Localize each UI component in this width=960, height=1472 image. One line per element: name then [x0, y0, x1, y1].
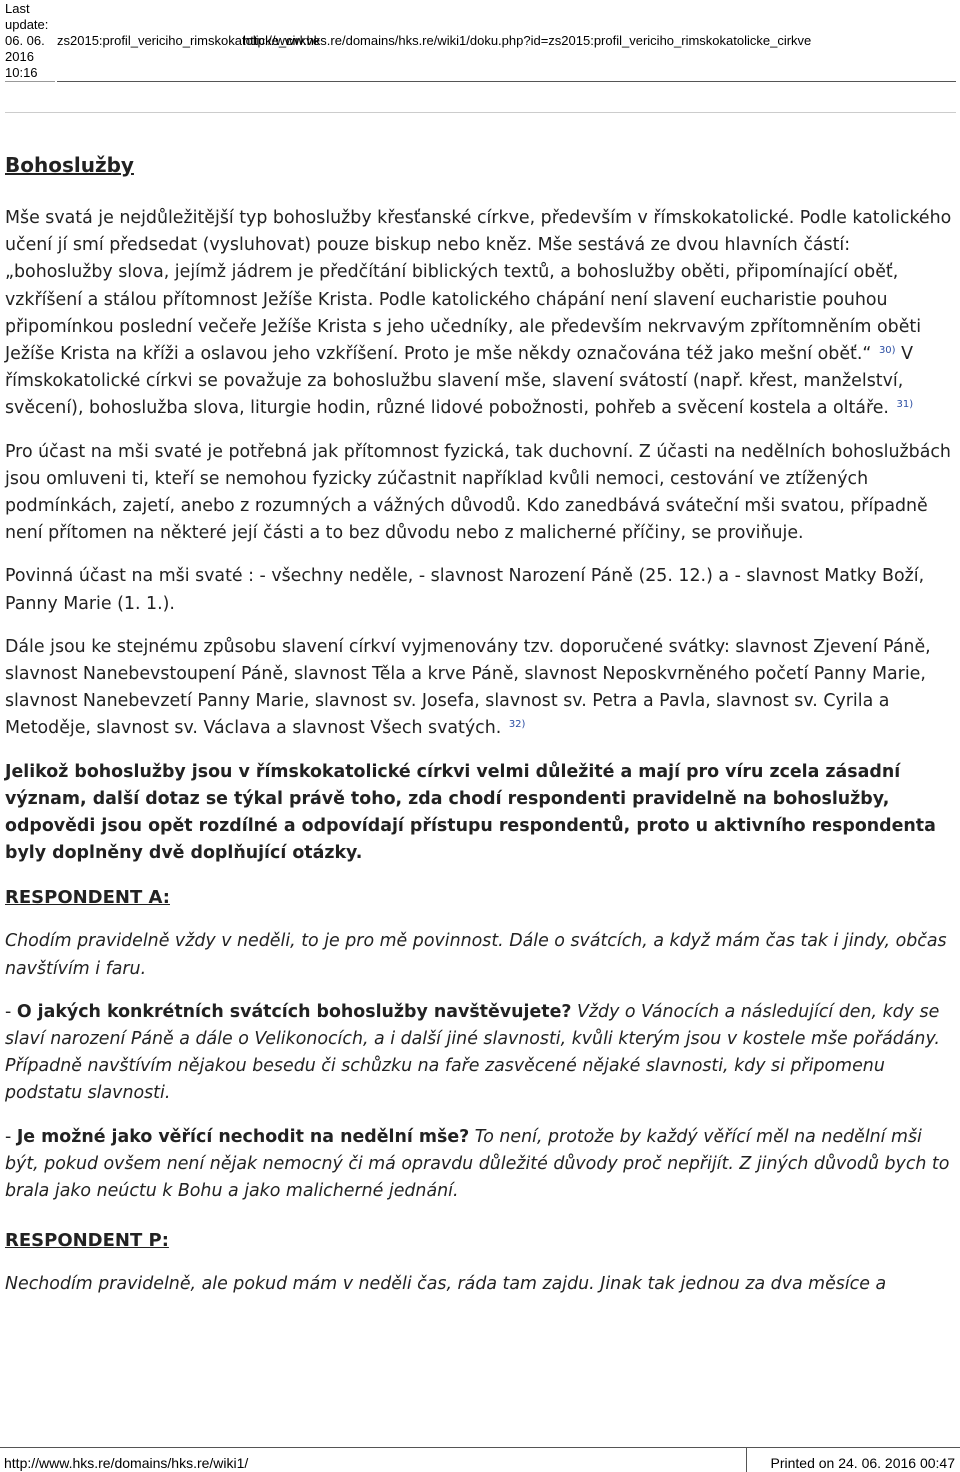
respondent-a-answer-1-text: Chodím pravidelně vždy v neděli, to je pro mě povinnost. Dále o svátcích, a když mám čas tak i jindy, občas navštívím i faru. [5, 931, 947, 979]
footer-rule [0, 1447, 960, 1448]
last-update [5, 1, 57, 81]
respondent-a-qa-2 [5, 999, 955, 1108]
last-update-label: Last update: [5, 1, 49, 32]
respondent-a-heading: RESPONDENT A: [5, 887, 170, 909]
paragraph-obligatory: Povinná účast na mši svaté : - všechny neděle, - slavnost Narození Páně (25. 12.) a - slavnost Matky Boží, Panny Marie (1. 1.). [5, 566, 925, 614]
respondent-a-answer-2: Vždy o Vánocích a následující den, kdy se slaví narození Páně a dále o Velikonocích, a i další jiné slavnosti, kvůli kterým jsou v kostele mše pořádány. Případně navštívím nějakou besedu či schůzku na faře zasvěcené nějaké slavnosti, kdy si připomenu podstatu slavnosti. [5, 1001, 940, 1104]
page-id: zs2015:profil_vericiho_rimskokatolicke_cirkve [57, 33, 320, 48]
footer-url[interactable]: http://www.hks.re/domains/hks.re/wiki1/ [4, 1455, 249, 1471]
respondent-a-question-3: Je možné jako věřící nechodit na nedělní mše? [16, 1126, 470, 1147]
last-update-date: 06. 06. 2016 [5, 33, 45, 64]
content-top-rule [5, 112, 956, 113]
respondent-a-qa-3 [5, 1124, 955, 1206]
paragraph-recommended [5, 634, 955, 743]
paragraph-question-intro [5, 759, 955, 868]
page-url[interactable]: http://www.hks.re/domains/hks.re/wiki1/doku.php?id=zs2015:profil_vericiho_rimskokatolicke_cirkve [243, 33, 812, 48]
footnote-30-link[interactable]: 30) [878, 345, 896, 357]
paragraph-intro [5, 205, 955, 423]
page-footer [0, 1447, 960, 1472]
respondent-a-question-2: O jakých konkrétních svátcích bohoslužby navštěvujete? [16, 1001, 572, 1022]
paragraph-intro-text-2: V římskokatolické církvi se považuje za bohoslužbu slavení mše, slavení svátostí (např. křest, manželství, svěcení), bohoslužba slova, liturgie hodin, různé lidové pobožnosti, pohřeb a svěcení kostela a oltáře. [5, 344, 914, 419]
header-rule [57, 81, 956, 82]
respondent-a-answer-3: To není, protože by každý věřící měl na nedělní mši být, pokud ovšem není nějak nemocný či má opravdu důležité důvody proč nepřijít. Z jiných důvodů bych to brala jako neúctu k Bohu a jako malicherné jednání. [5, 1126, 950, 1202]
respondent-p-answer-1 [5, 1271, 955, 1298]
footer-printed-date: Printed on 24. 06. 2016 00:47 [770, 1455, 955, 1471]
paragraph-attendance: Pro účast na mši svaté je potřebná jak přítomnost fyzická, tak duchovní. Z účasti na nedělních bohoslužbách jsou omluveni ti, kteří se nemohou fyzicky zúčastnit například kvůli nemoci, cestování ve ztížených podmínkách, zajetí, anebo z rozumných a vážných důvodů. Kdo zanedbává sváteční mši svatou, případně není přítomen na některé její části a to bez důvodu nebo z malicherné příčiny, se proviňuje. [5, 441, 951, 544]
paragraph-recommended-text: Dále jsou ke stejnému způsobu slavení církví vyjmenovány tzv. doporučené svátky: slavnost Zjevení Páně, slavnost Nanebevstoupení Páně, slavnost Těla a krve Páně, slavnost Neposkvrněného početí Panny Marie, slavnost Nanebevzetí Panny Marie, slavnost sv. Josefa, slavnost sv. Petra a Pavla, slavnost sv. Cyrila a Metoděje, slavnost sv. Václava a slavnost Všech svatých. [5, 636, 931, 739]
respondent-p-heading: RESPONDENT P: [5, 1230, 169, 1252]
footer-divider [746, 1447, 747, 1472]
header-rule-left [5, 81, 55, 82]
main-content [5, 150, 955, 1299]
footnote-31-link[interactable]: 31) [896, 399, 914, 411]
section-title[interactable]: Bohoslužby [5, 153, 134, 177]
paragraph-intro-text: Mše svatá je nejdůležitější typ bohoslužby křesťanské církve, především v římskokatolické. Podle katolického učení jí smí předsedat (vysluhovat) pouze biskup nebo kněz. Mše sestává ze dvou hlavních částí: „bohoslužby slova, jejímž jádrem je předčítání biblických textů, a bohoslužby oběti, připomínající oběť, vzkříšení a stálou přítomnost Ježíše Krista. Podle katolického chápání není slavení eucharistie pouhou připomínkou poslední večeře Ježíše Krista s jeho učedníky, ale především nekrvavým zpřítomněním oběti Ježíše Krista na kříži a oslavou jeho vzkříšení. Proto je mše někdy označována též jako mešní oběť.“ [5, 208, 952, 365]
page-header [0, 0, 960, 84]
question-intro-text: Jelikož bohoslužby jsou v římskokatolické církvi velmi důležité a mají pro víru zcela zásadní význam, další dotaz se týkal právě toho, zda chodí respondenti pravidelně na bohoslužby, odpovědi jsou opět rozdílné a odpovídají přístupu respondentů, proto u aktivního respondenta byly doplněny dvě doplňující otázky. [5, 761, 936, 864]
footnote-32-link[interactable]: 32) [508, 719, 526, 731]
dash: - [5, 1001, 17, 1022]
respondent-p-answer-1-text: Nechodím pravidelně, ale pokud mám v neděli čas, ráda tam zajdu. Jinak tak jednou za dva měsíce a [5, 1274, 887, 1295]
respondent-a-answer-1 [5, 928, 955, 982]
dash: - [5, 1126, 17, 1147]
last-update-time: 10:16 [5, 65, 38, 80]
